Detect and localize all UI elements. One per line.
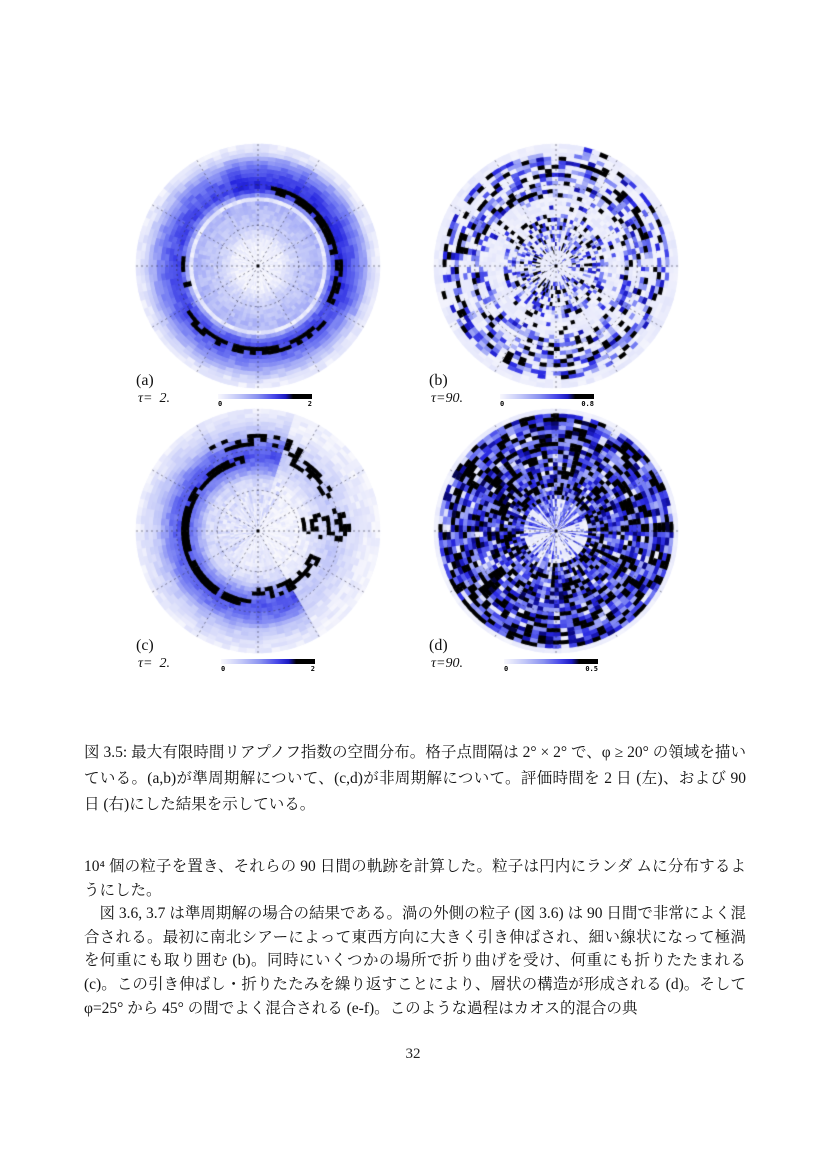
colorbar-tick-min: 0 [218, 400, 223, 408]
page-number: 32 [405, 1046, 421, 1062]
subfigure-label-c: (c) [136, 637, 154, 654]
polar-plot-a [133, 141, 383, 391]
colorbar-gradient [221, 659, 315, 664]
body-paragraph-1: 10⁴ 個の粒子を置き、それらの 90 日間の軌跡を計算した。粒子は円内にランダ ムに分布するようにした。 [84, 858, 746, 899]
subfigure-label-d: (d) [429, 637, 448, 654]
colorbar-gradient [500, 394, 594, 399]
body-paragraph-2: 図 3.6, 3.7 は準周期解の場合の結果である。渦の外側の粒子 (図 3.6) は 90 日間で非常によく混合される。最初に南北シアーによって東西方向に大きく引き伸ばされ、細い線状になって極渦を何重にも取り囲む (b)。同時にいくつかの場所で折り曲げを受け、何重にも折りたたまれる (c)。この引き伸ばし・折りたたみを繰り返すことにより、層状の構造が形成される (d)。そして φ=25° から 45° の間でよく混合される (e-f)。このような過程はカオス的混合の典 [84, 905, 746, 1017]
figure-caption: 図 3.5: 最大有限時間リアプノフ指数の空間分布。格子点間隔は 2° × 2° で、φ ≥ 20° の領域を描いている。(a,b)が準周期解について、(c,d)が非周期解について。評価時間を 2 日 (左)、および 90 日 (右)にした結果を示している。 [84, 744, 746, 813]
colorbar-gradient [218, 394, 312, 399]
colorbar-tick-max: 0.5 [585, 665, 598, 673]
colorbar-b [500, 394, 594, 408]
colorbar-gradient [504, 659, 598, 664]
subfigure-label-a: (a) [136, 372, 154, 389]
colorbar-c [221, 659, 315, 673]
tau-label-c: τ= 2. [138, 656, 170, 671]
colorbar-d [504, 659, 598, 673]
colorbar-tick-max: 2 [310, 665, 315, 673]
body-text [84, 855, 746, 1020]
colorbar-tick-max: 2 [307, 400, 312, 408]
tau-label-a: τ= 2. [138, 391, 170, 406]
polar-plot-c [133, 406, 383, 656]
polar-plot-b [431, 141, 681, 391]
polar-plot-d [431, 406, 681, 656]
tau-label-d: τ=90. [431, 656, 463, 671]
colorbar-tick-min: 0 [504, 665, 509, 673]
subfigure-label-b: (b) [429, 372, 448, 389]
colorbar-tick-max: 0.8 [581, 400, 594, 408]
colorbar-a [218, 394, 312, 408]
tau-label-b: τ=90. [431, 391, 463, 406]
colorbar-tick-min: 0 [500, 400, 505, 408]
colorbar-tick-min: 0 [221, 665, 226, 673]
